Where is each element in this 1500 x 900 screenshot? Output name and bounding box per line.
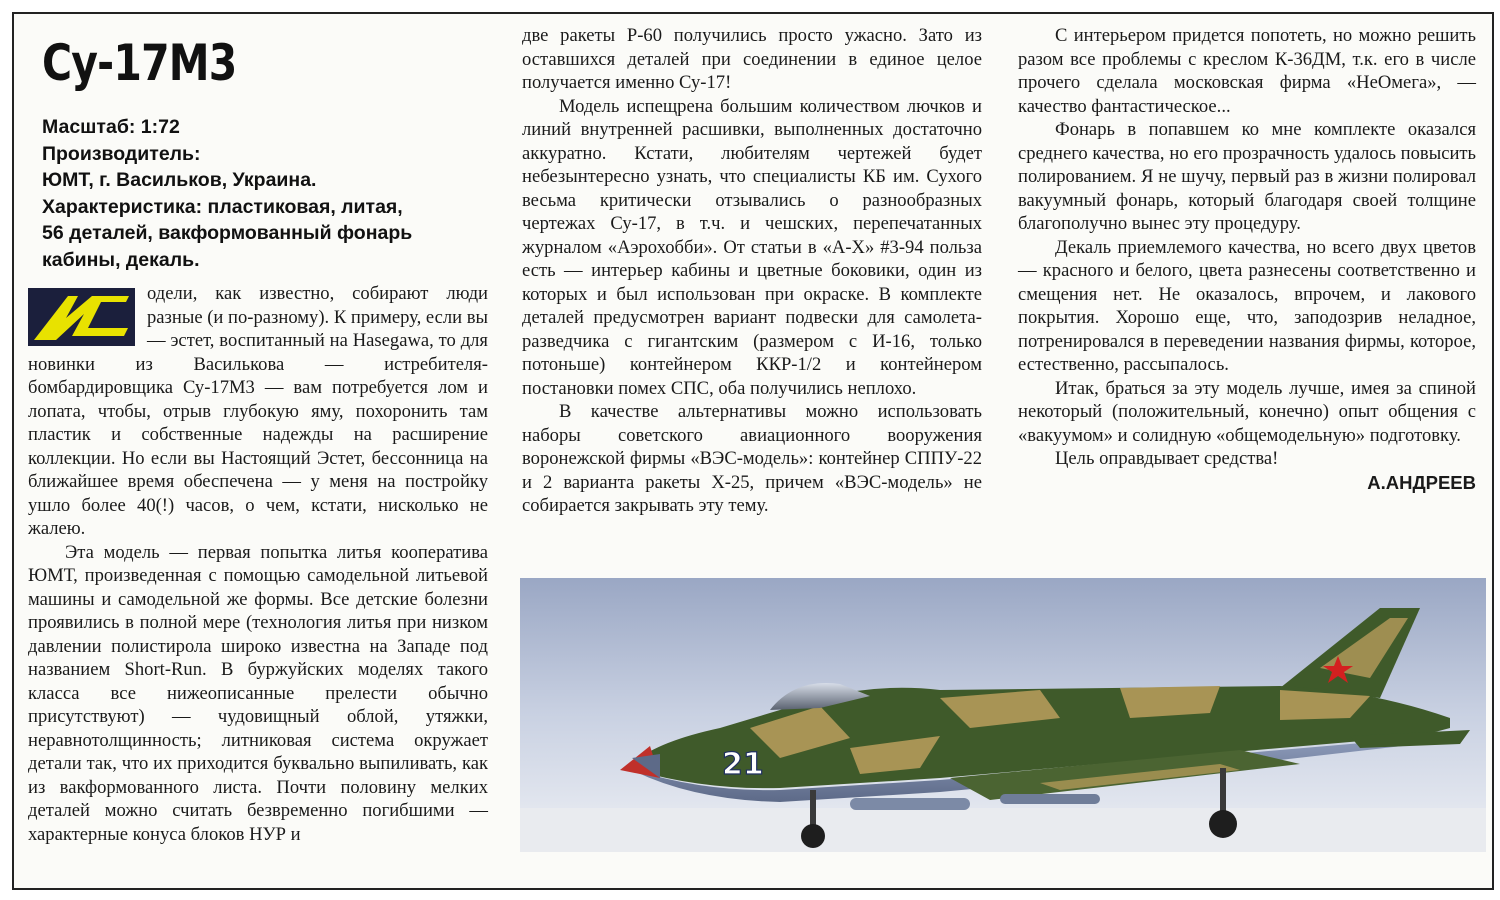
text-column-2 bbox=[522, 24, 982, 518]
su17-model-image bbox=[520, 578, 1486, 852]
paragraph: Цель оправдывает средства! bbox=[1055, 448, 1279, 469]
tail-number: 21 bbox=[722, 747, 764, 782]
author-signature: А.АНДРЕЕВ bbox=[1367, 471, 1476, 493]
aircraft-model-photo bbox=[520, 578, 1486, 852]
spec-line: Характеристика: пластиковая, литая, bbox=[42, 195, 403, 218]
spec-line: ЮМТ, г. Васильков, Украина. bbox=[42, 169, 317, 191]
spec-line: Масштаб: 1:72 bbox=[42, 116, 180, 138]
paragraph: Эта модель — первая попытка литья кооператива ЮМТ, произведенная с помощью самодельной литьевой машины и самодельной же формы. Все детские болезни проявились в полной мере (технология литья при низком давлении полистирола широко известна на Западе под названием Short-Run. В буржуйских моделях такого класса все нижеописанные прелести обычно присутствуют) — чудовищный облой, утяжки, неравнотолщинность; литниковая система окружает детали так, что их приходится буквально выпиливать, как из вакформованного листа. Почти половину мелких деталей можно считать безвременно погибшими — характерные конуса блоков НУР и bbox=[28, 541, 488, 845]
text-column-1 bbox=[28, 282, 488, 846]
spec-line: Производитель: bbox=[42, 142, 201, 165]
drop-cap-logo bbox=[28, 288, 135, 346]
spec-line: 56 деталей, вакформованный фонарь bbox=[42, 222, 413, 244]
paragraph: Модель испещрена большим количеством лючков и линий внутренней расшивки, выполненных достаточно аккуратно. Кстати, любителям чертежей будет небезынтересно узнать, что специалисты КБ им. Сухого весьма критически отзывались о разнообразных чертежах Су-17, в т.ч. и чешских, перепечатанных журналом «Аэрохобби». От статьи в «А-Х» #3-94 польза есть — интерьер кабины и цветные боковики, один из которых и был использован при окраске. В комплекте деталей предусмотрен вариант подвески для самолета-разведчика с гигантским (размером с И-16, только потоньше) контейнером ККР-1/2 и контейнером постановки помех СПС, оба получились неплохо. bbox=[522, 95, 982, 399]
paragraph: В качестве альтернативы можно использовать наборы советского авиационного вооружения воронежской фирмы «ВЭС-модель»: контейнер СППУ-22 и 2 варианта ракеты Х-25, причем «ВЭС-модель» не собирается закрывать эту тему. bbox=[522, 401, 982, 516]
paragraph: Декаль приемлемого качества, но всего двух цветов — красного и белого, цвета разнесены соответственно и смещения нет. Не оказалось, впрочем, и лакового покрытия. Хорошо еще, что, заподозрив неладное, потренировался в переведении названия фирмы, которое, естественно, рассыпалось. bbox=[1018, 236, 1476, 375]
text-column-3 bbox=[1018, 24, 1476, 494]
paragraph: две ракеты Р-60 получились просто ужасно. Зато из оставшихся деталей при соединении в единое целое получается именно Су-17! bbox=[522, 25, 982, 93]
paragraph: С интерьером придется попотеть, но можно решить разом все проблемы с креслом К-36ДМ, т.к. его в числе прочего сделала московская фирма «НеОмега», — качество фантастическое... bbox=[1018, 25, 1476, 117]
spec-block bbox=[42, 114, 512, 273]
paragraph: Фонарь в попавшем ко мне комплекте оказался среднего качества, но его прозрачность удалось повысить полированием. Я не шучу, первый раз в жизни полировал вакуумный фонарь, который благодаря своей толщине благополучно вынес эту процедуру. bbox=[1018, 119, 1476, 234]
paragraph: одели, как известно, собирают люди разные (и по-разному). К примеру, если вы — эстет, воспитанный на Hasegawa, то для новинки из Василькова — истребителя-бомбардировщика Су-17М3 — вам потребуется лом и лопата, чтобы, отрыв глубокую яму, похоронить там пластик и собственные надежды на расширение коллекции. Но если вы Настоящий Эстет, бессонница на ближайшее время обеспечена — у меня на постройку ушло более 40(!) часов, о чем, кстати, нисколько не жалею. bbox=[28, 283, 488, 539]
article-title: Су-17М3 bbox=[42, 34, 237, 92]
drop-cap-m-icon bbox=[28, 288, 135, 346]
spec-line: кабины, декаль. bbox=[42, 248, 200, 271]
paragraph: Итак, браться за эту модель лучше, имея за спиной некоторый (положительный, конечно) опыт общения с «вакуумом» и солидную «общемодельную» подготовку. bbox=[1018, 377, 1476, 446]
